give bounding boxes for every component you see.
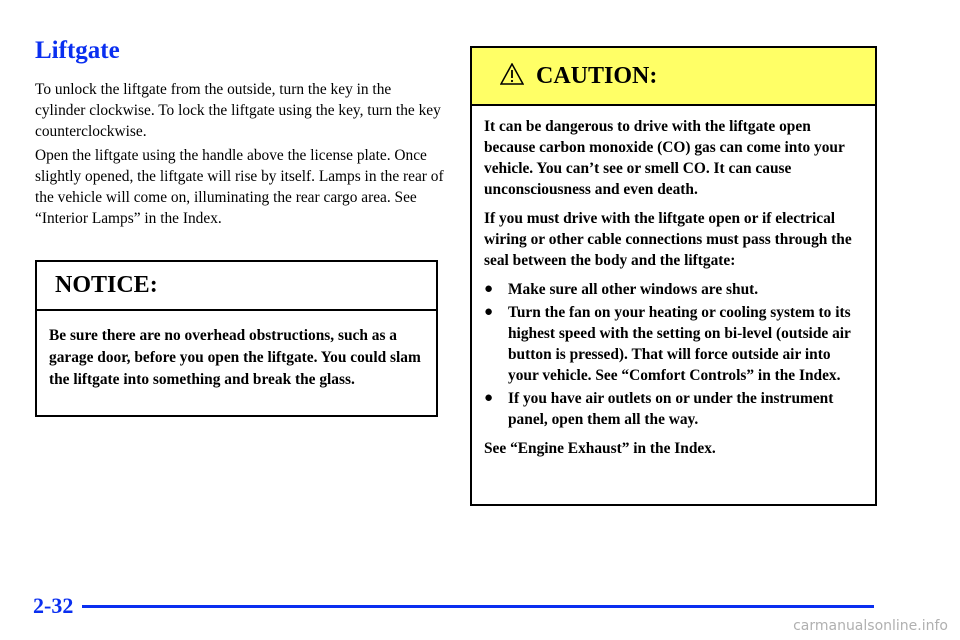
caution-paragraph-1: It can be dangerous to drive with the liftgate open because carbon monoxide (CO) gas can come into your vehicle. You can’t see or smell CO. It can cause unconsciousness and even death. [484,118,845,198]
list-item [484,388,863,430]
footer-divider [82,605,874,608]
caution-closing: See “Engine Exhaust” in the Index. [484,440,716,457]
warning-triangle-icon [500,63,524,85]
list-item [484,279,863,300]
caution-title: CAUTION: [536,62,658,89]
bullet-icon: ● [484,304,494,320]
list-item [484,302,863,386]
notice-box [35,260,438,417]
page-title: Liftgate [35,37,120,64]
caution-paragraph-2: If you must drive with the liftgate open or if electrical wiring or other cable connections must pass through the seal between the body and the liftgate: [484,210,852,269]
bullet-icon: ● [484,390,494,406]
watermark: carmanualsonline.info [793,618,948,634]
caution-header [472,48,875,106]
caution-body [472,106,875,459]
notice-title: NOTICE: [37,262,436,311]
bullet-text: If you have air outlets on or under the instrument panel, open them all the way. [508,390,834,428]
notice-text: Be sure there are no overhead obstructions, such as a garage door, before you open the liftgate. You could slam the liftgate into something and break the glass. [49,327,421,388]
caution-box [470,46,877,506]
page-number: 2-32 [33,593,74,618]
bullet-text: Make sure all other windows are shut. [508,281,759,298]
body-paragraph-2: Open the liftgate using the handle above the license plate. Once slightly opened, the liftgate will rise by itself. Lamps in the rear of the vehicle will come on, illuminating the rear cargo area. See “Interior Lamps” in the Index. [35,147,444,227]
caution-bullet-list [484,279,863,430]
bullet-icon: ● [484,281,494,297]
bullet-text: Turn the fan on your heating or cooling system to its highest speed with the setting on bi-level (outside air button is pressed). That will force outside air into your vehicle. See “Comfort Controls” in the Index. [508,304,851,384]
body-paragraph-1: To unlock the liftgate from the outside, turn the key in the cylinder clockwise. To lock the liftgate using the key, turn the key counterclockwise. [35,81,441,140]
